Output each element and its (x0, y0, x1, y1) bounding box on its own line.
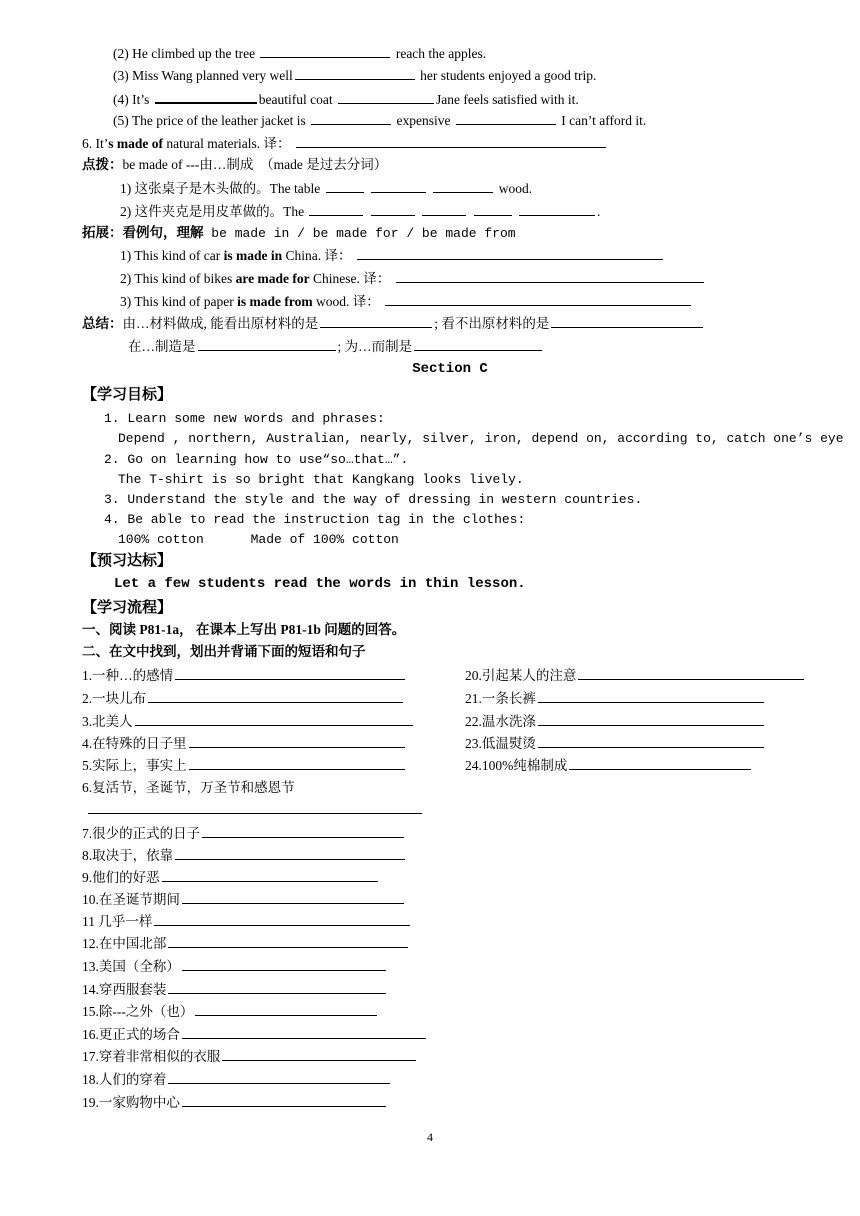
answer-blank[interactable] (154, 912, 410, 926)
translation-blank[interactable] (385, 292, 691, 306)
preview-text: Let a few students read the words in thin lesson. (114, 576, 526, 592)
answer-blank[interactable] (414, 337, 542, 351)
phrase-item (465, 756, 753, 775)
phrase-item (465, 689, 766, 708)
phrase-item (82, 1093, 388, 1112)
exercise-item-3 (113, 66, 596, 85)
answer-blank[interactable] (182, 890, 404, 904)
phrase-text: 23.低温熨烫 (465, 736, 536, 751)
item-bold-text: is made in (223, 248, 283, 263)
summary-line-2 (128, 337, 544, 356)
answer-blank[interactable] (189, 756, 405, 770)
phrase-text: 4.在特殊的日子里 (82, 736, 187, 751)
item-text: (2) He climbed up the tree (113, 46, 256, 61)
phrase-item (82, 1070, 392, 1089)
item-bold-text: is made from (237, 294, 313, 309)
goal-example: The T-shirt is so bright that Kangkang looks lively. (118, 472, 524, 487)
phrase-text: 17.穿着非常相似的衣服 (82, 1049, 221, 1064)
answer-blank[interactable] (311, 111, 391, 125)
goal-example: 100% cotton Made of 100% cotton (118, 532, 399, 547)
answer-blank[interactable] (371, 202, 415, 216)
answer-blank[interactable] (182, 1093, 386, 1107)
phrase-item (82, 666, 407, 685)
answer-blank[interactable] (551, 314, 703, 328)
summary-line-1 (82, 314, 705, 333)
phrase-item (82, 1025, 428, 1044)
phrase-item (82, 1047, 418, 1066)
answer-blank[interactable] (198, 337, 336, 351)
answer-blank[interactable] (578, 666, 804, 680)
answer-blank[interactable] (371, 179, 426, 193)
answer-blank[interactable] (168, 934, 408, 948)
hint-item-2 (120, 202, 600, 221)
item-text: expensive (396, 113, 451, 128)
phrase-item (82, 934, 410, 953)
goals-heading: 【学习目标】 (82, 387, 173, 403)
summary-label: 总结： (82, 316, 123, 331)
phrase-text: 24.100%纯棉制成 (465, 758, 568, 773)
answer-blank[interactable] (433, 179, 493, 193)
answer-blank[interactable] (422, 202, 466, 216)
exercise-item-4 (113, 89, 579, 109)
phrase-text: 12.在中国北部 (82, 936, 167, 951)
expand-item-1 (120, 246, 665, 265)
item-text: 6. It’ (82, 136, 109, 151)
answer-blank[interactable] (320, 314, 432, 328)
item-text: reach the apples. (395, 46, 487, 61)
phrase-item (465, 712, 766, 731)
process-heading: 【学习流程】 (82, 600, 173, 616)
phrase-text: 3.北美人 (82, 714, 133, 729)
phrase-item (82, 890, 406, 909)
phrase-text: 5.实际上，事实上 (82, 758, 187, 773)
answer-blank[interactable] (168, 980, 386, 994)
phrase-text: 1.一种…的感情 (82, 668, 174, 683)
hint-line (82, 156, 387, 174)
phrase-text: 7.很少的正式的日子 (82, 826, 201, 841)
item-text: 由…材料做成, 能看出原材料的是 (122, 316, 319, 331)
item-text: I can’t afford it. (561, 113, 647, 128)
item-text: 2) This kind of bikes (120, 271, 236, 286)
answer-blank[interactable] (202, 824, 404, 838)
hint-text: be made of ---由…制成 （made 是过去分词） (122, 157, 388, 172)
section-title: Section C (412, 361, 488, 377)
phrase-text: 21.一条长裤 (465, 691, 536, 706)
hint-label: 点拨： (82, 157, 123, 172)
goal-item: 4. Be able to read the instruction tag in the clothes: (104, 512, 526, 527)
item-text: (3) Miss Wang planned very well (113, 68, 293, 83)
expand-label: 拓展：看例句，理解 (82, 225, 204, 240)
answer-blank[interactable] (519, 202, 595, 216)
answer-blank[interactable] (182, 957, 386, 971)
process-step-2: 二、在文中找到，划出并背诵下面的短语和句子 (82, 644, 366, 659)
phrase-item (465, 666, 806, 685)
phrase-item (465, 734, 766, 753)
item-text: (4) It’s (113, 92, 150, 107)
phrase-item (82, 756, 407, 775)
answer-blank[interactable] (88, 813, 422, 814)
goal-item: 3. Understand the style and the way of dressing in western countries. (104, 492, 643, 507)
phrase-text: 15.除---之外（也） (82, 1004, 194, 1019)
item-bold-text: s made of (108, 136, 163, 151)
phrase-text: 13.美国（全称） (82, 959, 180, 974)
exercise-item-6 (82, 134, 608, 153)
phrase-item (82, 734, 407, 753)
phrase-text: 14.穿西服套装 (82, 982, 167, 997)
item-text: ; 看不出原材料的是 (434, 316, 550, 331)
item-text: ; 为…而制是 (337, 339, 413, 354)
item-text: 1) This kind of car (120, 248, 224, 263)
answer-blank[interactable] (260, 44, 390, 58)
translation-blank[interactable] (396, 269, 704, 283)
phrase-item (82, 824, 406, 843)
phrase-item (82, 912, 412, 931)
answer-blank[interactable] (309, 202, 363, 216)
answer-blank[interactable] (175, 666, 405, 680)
phrase-text: 6.复活节，圣诞节，万圣节和感恩节 (82, 780, 295, 795)
item-text: Jane feels satisfied with it. (435, 92, 579, 107)
item-text: 1) 这张桌子是木头做的。The table (120, 181, 321, 196)
item-text: 2) 这件夹克是用皮革做的。The (120, 204, 305, 219)
expand-item-3 (120, 292, 693, 311)
answer-blank[interactable] (195, 1002, 377, 1016)
answer-blank[interactable] (538, 734, 764, 748)
phrase-text: 11 几乎一样 (82, 914, 153, 929)
answer-blank[interactable] (538, 712, 764, 726)
phrase-text: 9.他们的好恶 (82, 870, 160, 885)
answer-blank[interactable] (456, 111, 556, 125)
answer-blank[interactable] (189, 734, 405, 748)
expand-text: be made in / be made for / be made from (203, 226, 516, 241)
phrase-text: 19.一家购物中心 (82, 1095, 180, 1110)
answer-blank[interactable] (295, 66, 415, 80)
phrase-item (82, 712, 415, 731)
item-bold-text: are made for (235, 271, 310, 286)
translation-blank[interactable] (357, 246, 663, 260)
answer-blank[interactable] (474, 202, 512, 216)
item-text: China. 译： (282, 248, 352, 263)
phrase-text: 16.更正式的场合 (82, 1027, 180, 1042)
exercise-item-2 (113, 44, 486, 63)
item-text: Chinese. 译： (309, 271, 391, 286)
item-text: . (596, 204, 601, 219)
answer-blank[interactable] (326, 179, 364, 193)
phrase-item (82, 689, 405, 708)
phrase-text: 20.引起某人的注意 (465, 668, 577, 683)
process-step-1: 一、阅读 P81-1a， 在课本上写出 P81-1b 问题的回答。 (82, 622, 406, 637)
phrase-text: 22.温水洗涤 (465, 714, 536, 729)
goal-item: 1. Learn some new words and phrases: (104, 411, 385, 426)
exercise-item-5 (113, 111, 646, 130)
phrase-text: 18.人们的穿着 (82, 1072, 167, 1087)
item-text: her students enjoyed a good trip. (420, 68, 597, 83)
item-text: wood. 译： (312, 294, 380, 309)
answer-blank[interactable] (135, 712, 413, 726)
goal-vocab: Depend , northern, Australian, nearly, silver, iron, depend on, according to, catch one’s eye (118, 431, 844, 446)
item-text: 3) This kind of paper (120, 294, 238, 309)
phrase-text: 10.在圣诞节期间 (82, 892, 180, 907)
answer-blank[interactable] (569, 756, 751, 770)
hint-item-1 (120, 179, 532, 198)
item-text: natural materials. 译： (163, 136, 291, 151)
answer-blank[interactable] (222, 1047, 416, 1061)
phrase-item (82, 1002, 379, 1021)
item-text: wood. (498, 181, 533, 196)
translation-blank[interactable] (296, 134, 606, 148)
expand-item-2 (120, 269, 706, 288)
answer-blank[interactable] (175, 846, 405, 860)
phrase-text: 2.一块儿布 (82, 691, 147, 706)
item-text: (5) The price of the leather jacket is (113, 113, 306, 128)
answer-blank[interactable] (162, 868, 378, 882)
goal-item: 2. Go on learning how to use“so…that…”. (104, 452, 409, 467)
item-text: beautiful coat (258, 92, 333, 107)
phrase-item (82, 868, 380, 887)
answer-blank[interactable] (182, 1025, 426, 1039)
phrase-text: 8.取决于，依靠 (82, 848, 174, 863)
preview-heading: 【预习达标】 (82, 553, 173, 569)
phrase-item (82, 779, 295, 797)
answer-blank[interactable] (155, 89, 257, 104)
answer-blank[interactable] (168, 1070, 390, 1084)
answer-blank[interactable] (538, 689, 764, 703)
phrase-item (82, 957, 388, 976)
phrase-item (82, 980, 388, 999)
answer-blank[interactable] (148, 689, 403, 703)
answer-blank[interactable] (338, 90, 434, 104)
expand-line (82, 224, 516, 243)
phrase-item (82, 846, 407, 865)
page-number: 4 (427, 1130, 433, 1144)
item-text: 在…制造是 (128, 339, 196, 354)
